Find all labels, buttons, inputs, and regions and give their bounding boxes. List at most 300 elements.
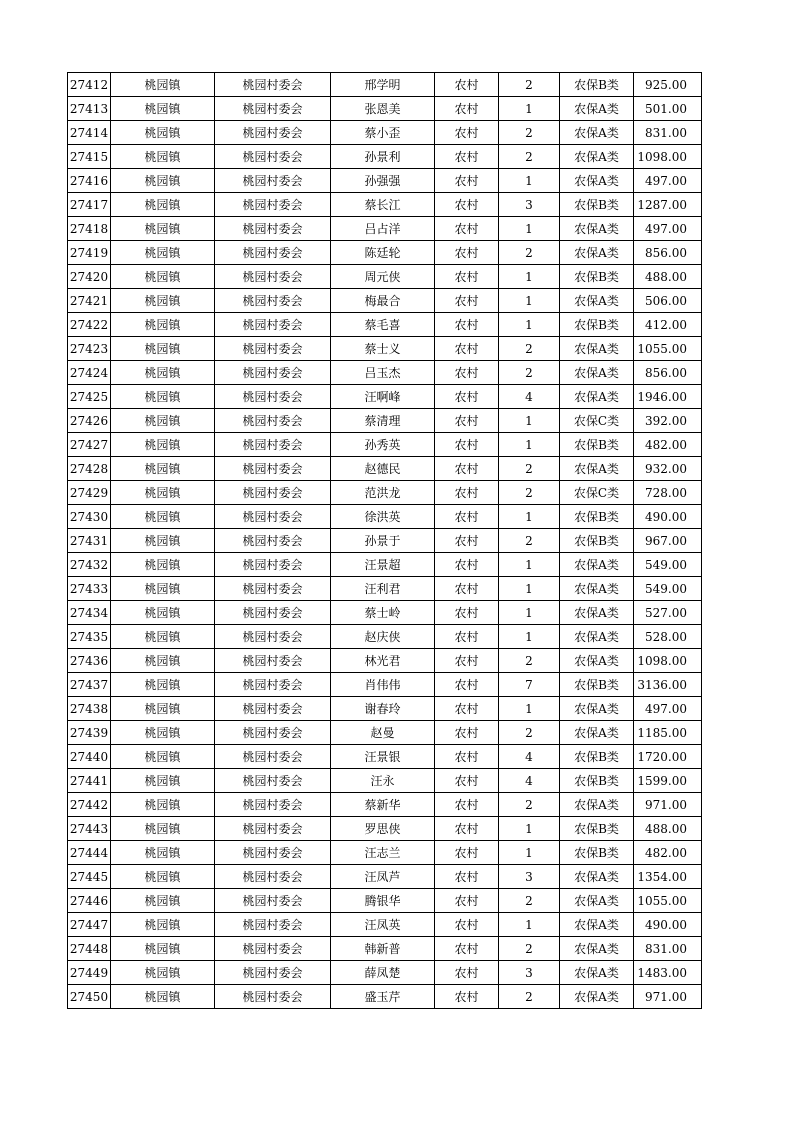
amount-cell: 497.00: [634, 169, 702, 193]
name-cell: 汪景超: [331, 553, 435, 577]
record-id-cell: 27432: [68, 553, 111, 577]
village-cell: 桃园村委会: [215, 289, 331, 313]
household-count-cell: 2: [499, 457, 560, 481]
amount-cell: 971.00: [634, 793, 702, 817]
name-cell: 汪景银: [331, 745, 435, 769]
area-type-cell: 农村: [435, 745, 499, 769]
name-cell: 韩新普: [331, 937, 435, 961]
town-cell: 桃园镇: [111, 865, 215, 889]
household-count-cell: 2: [499, 889, 560, 913]
area-type-cell: 农村: [435, 145, 499, 169]
record-id-cell: 27436: [68, 649, 111, 673]
table-row: [68, 553, 702, 577]
category-cell: 农保A类: [560, 721, 634, 745]
area-type-cell: 农村: [435, 481, 499, 505]
record-id-cell: 27425: [68, 385, 111, 409]
category-cell: 农保B类: [560, 433, 634, 457]
record-id-cell: 27443: [68, 817, 111, 841]
name-cell: 孙景利: [331, 145, 435, 169]
household-count-cell: 7: [499, 673, 560, 697]
category-cell: 农保A类: [560, 361, 634, 385]
town-cell: 桃园镇: [111, 121, 215, 145]
amount-cell: 528.00: [634, 625, 702, 649]
household-count-cell: 4: [499, 385, 560, 409]
amount-cell: 1946.00: [634, 385, 702, 409]
area-type-cell: 农村: [435, 385, 499, 409]
record-id-cell: 27424: [68, 361, 111, 385]
record-id-cell: 27423: [68, 337, 111, 361]
table-row: [68, 601, 702, 625]
town-cell: 桃园镇: [111, 481, 215, 505]
record-id-cell: 27445: [68, 865, 111, 889]
name-cell: 赵曼: [331, 721, 435, 745]
table-row: [68, 625, 702, 649]
town-cell: 桃园镇: [111, 937, 215, 961]
table-row: [68, 265, 702, 289]
table-row: [68, 121, 702, 145]
amount-cell: 482.00: [634, 433, 702, 457]
household-count-cell: 2: [499, 649, 560, 673]
village-cell: 桃园村委会: [215, 721, 331, 745]
table-row: [68, 889, 702, 913]
village-cell: 桃园村委会: [215, 769, 331, 793]
village-cell: 桃园村委会: [215, 265, 331, 289]
area-type-cell: 农村: [435, 361, 499, 385]
village-cell: 桃园村委会: [215, 625, 331, 649]
category-cell: 农保A类: [560, 145, 634, 169]
area-type-cell: 农村: [435, 169, 499, 193]
table-row: [68, 217, 702, 241]
record-id-cell: 27446: [68, 889, 111, 913]
town-cell: 桃园镇: [111, 745, 215, 769]
village-cell: 桃园村委会: [215, 313, 331, 337]
record-id-cell: 27447: [68, 913, 111, 937]
household-count-cell: 2: [499, 145, 560, 169]
amount-cell: 527.00: [634, 601, 702, 625]
amount-cell: 728.00: [634, 481, 702, 505]
record-id-cell: 27441: [68, 769, 111, 793]
town-cell: 桃园镇: [111, 529, 215, 553]
category-cell: 农保C类: [560, 481, 634, 505]
record-id-cell: 27428: [68, 457, 111, 481]
category-cell: 农保A类: [560, 697, 634, 721]
amount-cell: 412.00: [634, 313, 702, 337]
category-cell: 农保B类: [560, 769, 634, 793]
category-cell: 农保B类: [560, 817, 634, 841]
amount-cell: 1185.00: [634, 721, 702, 745]
name-cell: 孙秀英: [331, 433, 435, 457]
category-cell: 农保A类: [560, 553, 634, 577]
amount-cell: 549.00: [634, 577, 702, 601]
area-type-cell: 农村: [435, 337, 499, 361]
town-cell: 桃园镇: [111, 313, 215, 337]
name-cell: 汪凤芦: [331, 865, 435, 889]
area-type-cell: 农村: [435, 697, 499, 721]
village-cell: 桃园村委会: [215, 961, 331, 985]
household-count-cell: 2: [499, 793, 560, 817]
village-cell: 桃园村委会: [215, 145, 331, 169]
table-body: [68, 73, 702, 1009]
table-row: [68, 649, 702, 673]
household-count-cell: 1: [499, 433, 560, 457]
amount-cell: 925.00: [634, 73, 702, 97]
household-count-cell: 1: [499, 289, 560, 313]
category-cell: 农保B类: [560, 505, 634, 529]
record-id-cell: 27431: [68, 529, 111, 553]
category-cell: 农保A类: [560, 985, 634, 1009]
area-type-cell: 农村: [435, 73, 499, 97]
name-cell: 梅最合: [331, 289, 435, 313]
name-cell: 薛凤楚: [331, 961, 435, 985]
name-cell: 蔡长江: [331, 193, 435, 217]
category-cell: 农保A类: [560, 865, 634, 889]
village-cell: 桃园村委会: [215, 841, 331, 865]
name-cell: 蔡士岭: [331, 601, 435, 625]
table-row: [68, 385, 702, 409]
table-row: [68, 745, 702, 769]
category-cell: 农保A类: [560, 337, 634, 361]
town-cell: 桃园镇: [111, 361, 215, 385]
area-type-cell: 农村: [435, 505, 499, 529]
name-cell: 汪利君: [331, 577, 435, 601]
amount-cell: 1055.00: [634, 337, 702, 361]
name-cell: 蔡小歪: [331, 121, 435, 145]
town-cell: 桃园镇: [111, 169, 215, 193]
household-count-cell: 2: [499, 337, 560, 361]
name-cell: 蔡清理: [331, 409, 435, 433]
area-type-cell: 农村: [435, 193, 499, 217]
category-cell: 农保A类: [560, 913, 634, 937]
amount-cell: 1055.00: [634, 889, 702, 913]
amount-cell: 497.00: [634, 217, 702, 241]
name-cell: 肖伟伟: [331, 673, 435, 697]
village-cell: 桃园村委会: [215, 529, 331, 553]
record-id-cell: 27416: [68, 169, 111, 193]
household-count-cell: 4: [499, 769, 560, 793]
amount-cell: 831.00: [634, 121, 702, 145]
area-type-cell: 农村: [435, 241, 499, 265]
category-cell: 农保B类: [560, 265, 634, 289]
amount-cell: 932.00: [634, 457, 702, 481]
town-cell: 桃园镇: [111, 913, 215, 937]
category-cell: 农保A类: [560, 577, 634, 601]
name-cell: 蔡新华: [331, 793, 435, 817]
town-cell: 桃园镇: [111, 961, 215, 985]
table-row: [68, 937, 702, 961]
area-type-cell: 农村: [435, 793, 499, 817]
village-cell: 桃园村委会: [215, 913, 331, 937]
table-row: [68, 337, 702, 361]
household-count-cell: 1: [499, 265, 560, 289]
amount-cell: 488.00: [634, 265, 702, 289]
town-cell: 桃园镇: [111, 697, 215, 721]
table-row: [68, 169, 702, 193]
village-cell: 桃园村委会: [215, 505, 331, 529]
name-cell: 汪志兰: [331, 841, 435, 865]
village-cell: 桃园村委会: [215, 673, 331, 697]
amount-cell: 392.00: [634, 409, 702, 433]
household-count-cell: 3: [499, 961, 560, 985]
amount-cell: 1483.00: [634, 961, 702, 985]
name-cell: 徐洪英: [331, 505, 435, 529]
household-count-cell: 2: [499, 361, 560, 385]
name-cell: 张恩美: [331, 97, 435, 121]
household-count-cell: 1: [499, 577, 560, 601]
name-cell: 赵庆侠: [331, 625, 435, 649]
category-cell: 农保A类: [560, 385, 634, 409]
village-cell: 桃园村委会: [215, 433, 331, 457]
category-cell: 农保A类: [560, 121, 634, 145]
town-cell: 桃园镇: [111, 193, 215, 217]
area-type-cell: 农村: [435, 529, 499, 553]
town-cell: 桃园镇: [111, 577, 215, 601]
category-cell: 农保A类: [560, 793, 634, 817]
area-type-cell: 农村: [435, 889, 499, 913]
town-cell: 桃园镇: [111, 793, 215, 817]
town-cell: 桃园镇: [111, 145, 215, 169]
category-cell: 农保A类: [560, 457, 634, 481]
name-cell: 腾银华: [331, 889, 435, 913]
area-type-cell: 农村: [435, 313, 499, 337]
household-count-cell: 1: [499, 97, 560, 121]
table-row: [68, 289, 702, 313]
record-id-cell: 27415: [68, 145, 111, 169]
town-cell: 桃园镇: [111, 73, 215, 97]
town-cell: 桃园镇: [111, 985, 215, 1009]
name-cell: 孙景于: [331, 529, 435, 553]
table-row: [68, 529, 702, 553]
name-cell: 吕占洋: [331, 217, 435, 241]
area-type-cell: 农村: [435, 841, 499, 865]
area-type-cell: 农村: [435, 121, 499, 145]
table-row: [68, 721, 702, 745]
table-row: [68, 145, 702, 169]
town-cell: 桃园镇: [111, 433, 215, 457]
table-row: [68, 961, 702, 985]
town-cell: 桃园镇: [111, 673, 215, 697]
town-cell: 桃园镇: [111, 385, 215, 409]
area-type-cell: 农村: [435, 265, 499, 289]
name-cell: 盛玉芹: [331, 985, 435, 1009]
table-row: [68, 841, 702, 865]
town-cell: 桃园镇: [111, 265, 215, 289]
table-row: [68, 817, 702, 841]
category-cell: 农保B类: [560, 745, 634, 769]
category-cell: 农保B类: [560, 673, 634, 697]
category-cell: 农保A类: [560, 169, 634, 193]
household-count-cell: 4: [499, 745, 560, 769]
town-cell: 桃园镇: [111, 601, 215, 625]
name-cell: 蔡士义: [331, 337, 435, 361]
record-id-cell: 27429: [68, 481, 111, 505]
table-row: [68, 793, 702, 817]
record-id-cell: 27444: [68, 841, 111, 865]
area-type-cell: 农村: [435, 913, 499, 937]
area-type-cell: 农村: [435, 601, 499, 625]
village-cell: 桃园村委会: [215, 745, 331, 769]
village-cell: 桃园村委会: [215, 937, 331, 961]
household-count-cell: 1: [499, 601, 560, 625]
town-cell: 桃园镇: [111, 769, 215, 793]
amount-cell: 501.00: [634, 97, 702, 121]
town-cell: 桃园镇: [111, 721, 215, 745]
record-id-cell: 27435: [68, 625, 111, 649]
town-cell: 桃园镇: [111, 841, 215, 865]
area-type-cell: 农村: [435, 937, 499, 961]
amount-cell: 967.00: [634, 529, 702, 553]
household-count-cell: 1: [499, 841, 560, 865]
category-cell: 农保A类: [560, 97, 634, 121]
village-cell: 桃园村委会: [215, 169, 331, 193]
amount-cell: 3136.00: [634, 673, 702, 697]
amount-cell: 490.00: [634, 505, 702, 529]
town-cell: 桃园镇: [111, 241, 215, 265]
record-id-cell: 27419: [68, 241, 111, 265]
household-count-cell: 2: [499, 985, 560, 1009]
household-count-cell: 2: [499, 481, 560, 505]
table-row: [68, 361, 702, 385]
record-id-cell: 27448: [68, 937, 111, 961]
area-type-cell: 农村: [435, 553, 499, 577]
household-count-cell: 1: [499, 553, 560, 577]
table-row: [68, 673, 702, 697]
household-count-cell: 2: [499, 529, 560, 553]
household-count-cell: 2: [499, 721, 560, 745]
village-cell: 桃园村委会: [215, 73, 331, 97]
village-cell: 桃园村委会: [215, 409, 331, 433]
household-count-cell: 2: [499, 937, 560, 961]
amount-cell: 831.00: [634, 937, 702, 961]
village-cell: 桃园村委会: [215, 121, 331, 145]
village-cell: 桃园村委会: [215, 577, 331, 601]
record-id-cell: 27430: [68, 505, 111, 529]
area-type-cell: 农村: [435, 457, 499, 481]
category-cell: 农保A类: [560, 937, 634, 961]
town-cell: 桃园镇: [111, 97, 215, 121]
table-row: [68, 697, 702, 721]
area-type-cell: 农村: [435, 961, 499, 985]
category-cell: 农保A类: [560, 289, 634, 313]
village-cell: 桃园村委会: [215, 337, 331, 361]
table-row: [68, 457, 702, 481]
area-type-cell: 农村: [435, 769, 499, 793]
name-cell: 周元侠: [331, 265, 435, 289]
town-cell: 桃园镇: [111, 649, 215, 673]
village-cell: 桃园村委会: [215, 385, 331, 409]
record-id-cell: 27439: [68, 721, 111, 745]
table-row: [68, 409, 702, 433]
amount-cell: 856.00: [634, 361, 702, 385]
record-id-cell: 27442: [68, 793, 111, 817]
name-cell: 吕玉杰: [331, 361, 435, 385]
record-id-cell: 27438: [68, 697, 111, 721]
village-cell: 桃园村委会: [215, 889, 331, 913]
name-cell: 汪永: [331, 769, 435, 793]
category-cell: 农保A类: [560, 961, 634, 985]
household-count-cell: 3: [499, 865, 560, 889]
table-row: [68, 769, 702, 793]
area-type-cell: 农村: [435, 985, 499, 1009]
town-cell: 桃园镇: [111, 409, 215, 433]
record-id-cell: 27421: [68, 289, 111, 313]
household-count-cell: 1: [499, 697, 560, 721]
category-cell: 农保C类: [560, 409, 634, 433]
amount-cell: 1098.00: [634, 649, 702, 673]
area-type-cell: 农村: [435, 289, 499, 313]
household-count-cell: 1: [499, 409, 560, 433]
category-cell: 农保A类: [560, 889, 634, 913]
town-cell: 桃园镇: [111, 553, 215, 577]
name-cell: 邢学明: [331, 73, 435, 97]
amount-cell: 1720.00: [634, 745, 702, 769]
name-cell: 陈廷轮: [331, 241, 435, 265]
area-type-cell: 农村: [435, 721, 499, 745]
record-id-cell: 27440: [68, 745, 111, 769]
village-cell: 桃园村委会: [215, 697, 331, 721]
table-row: [68, 97, 702, 121]
amount-cell: 506.00: [634, 289, 702, 313]
area-type-cell: 农村: [435, 625, 499, 649]
category-cell: 农保A类: [560, 217, 634, 241]
record-id-cell: 27413: [68, 97, 111, 121]
amount-cell: 1287.00: [634, 193, 702, 217]
town-cell: 桃园镇: [111, 889, 215, 913]
category-cell: 农保B类: [560, 313, 634, 337]
village-cell: 桃园村委会: [215, 793, 331, 817]
amount-cell: 497.00: [634, 697, 702, 721]
table-row: [68, 913, 702, 937]
name-cell: 孙强强: [331, 169, 435, 193]
household-count-cell: 1: [499, 817, 560, 841]
town-cell: 桃园镇: [111, 457, 215, 481]
table-row: [68, 481, 702, 505]
name-cell: 罗思侠: [331, 817, 435, 841]
amount-cell: 1599.00: [634, 769, 702, 793]
category-cell: 农保B类: [560, 73, 634, 97]
village-cell: 桃园村委会: [215, 985, 331, 1009]
record-id-cell: 27449: [68, 961, 111, 985]
amount-cell: 856.00: [634, 241, 702, 265]
area-type-cell: 农村: [435, 433, 499, 457]
household-count-cell: 2: [499, 73, 560, 97]
town-cell: 桃园镇: [111, 625, 215, 649]
household-count-cell: 1: [499, 313, 560, 337]
village-cell: 桃园村委会: [215, 361, 331, 385]
category-cell: 农保B类: [560, 841, 634, 865]
name-cell: 谢春玲: [331, 697, 435, 721]
record-id-cell: 27426: [68, 409, 111, 433]
name-cell: 林光君: [331, 649, 435, 673]
name-cell: 蔡毛喜: [331, 313, 435, 337]
record-id-cell: 27450: [68, 985, 111, 1009]
village-cell: 桃园村委会: [215, 193, 331, 217]
household-count-cell: 1: [499, 217, 560, 241]
table-row: [68, 577, 702, 601]
amount-cell: 490.00: [634, 913, 702, 937]
record-id-cell: 27434: [68, 601, 111, 625]
record-id-cell: 27417: [68, 193, 111, 217]
table-row: [68, 73, 702, 97]
area-type-cell: 农村: [435, 217, 499, 241]
area-type-cell: 农村: [435, 409, 499, 433]
table-row: [68, 241, 702, 265]
village-cell: 桃园村委会: [215, 457, 331, 481]
area-type-cell: 农村: [435, 577, 499, 601]
town-cell: 桃园镇: [111, 217, 215, 241]
record-id-cell: 27433: [68, 577, 111, 601]
record-id-cell: 27422: [68, 313, 111, 337]
table-row: [68, 505, 702, 529]
